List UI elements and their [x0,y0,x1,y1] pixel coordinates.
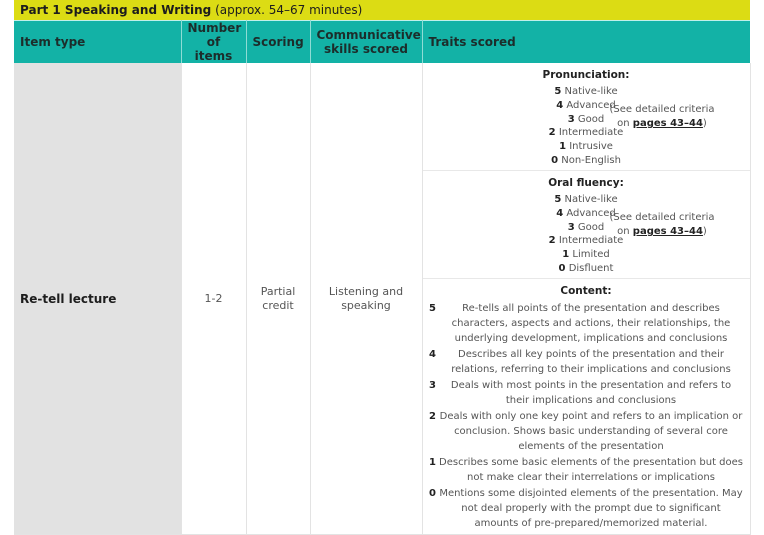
scoring-line1: Partial [260,284,296,298]
see-criteria-note: (See detailed criteria on pages 43–44) [609,104,715,129]
scoring-cell [246,63,310,535]
header-comm-line1: Communicative [316,28,421,42]
traits-cell [422,63,750,535]
section-title [14,0,750,20]
score-line: 2 Intermediate [548,235,624,247]
skills-cell [310,63,422,535]
scoring-table [14,20,751,535]
scoring-table-container [14,0,750,535]
skills-line2: speaking [341,298,391,312]
content-criterion: 2 Deals with only one key point and refers to an implication or conclusion. Shows basic understanding of several core elements of the presentation [429,411,743,452]
section-title-bold: Part 1 Speaking and Writing [20,3,212,17]
pronunciation-block [423,63,750,171]
content-title: Content: [560,285,612,297]
score-line: 3 Good [567,113,605,125]
score-line: 0 Disfluent [558,262,614,274]
pronunciation-title: Pronunciation: [542,69,630,81]
score-line: 5 Native-like [554,194,618,205]
score-line: 4 Advanced [556,207,616,219]
section-title-duration: (approx. 54–67 minutes) [215,3,363,17]
table-row [14,63,750,535]
content-criterion: 4 Describes all key points of the presentation and their relations, referring to their implications and conclusions [429,349,731,375]
oral-fluency-title: Oral fluency: [548,177,624,189]
header-communicative-skills [310,21,422,64]
score-line: 5 Native-like [554,86,618,97]
see-criteria-note: (See detailed criteria on pages 43–44) [609,212,715,237]
content-criterion: 3 Deals with most points in the presentation and refers to their implications and conclusions [429,380,732,406]
score-line: 1 Limited [562,249,610,261]
content-criterion: 1 Describes some basic elements of the presentation but does not make clear their interrelations or implications [429,457,743,483]
content-block [423,279,750,534]
oral-fluency-block [423,171,750,279]
score-line: 1 Intrusive [559,141,613,153]
header-number-line2: of items [194,35,233,63]
header-scoring: Scoring [246,21,310,64]
score-line: 3 Good [567,221,605,233]
header-traits-scored: Traits scored [422,21,750,64]
pages-link[interactable]: pages 43–44 [632,226,703,237]
content-criterion: 5 Re-tells all points of the presentation and describes characters, aspects and actions, their relationships, the underlying development, implications and conclusions [429,303,731,344]
header-number-line1: Number [187,21,242,35]
scoring-line2: credit [262,298,294,312]
score-line: 4 Advanced [556,99,616,111]
pages-link[interactable]: pages 43–44 [632,118,703,129]
score-line: 0 Non-English [551,154,621,166]
item-type-cell: Re-tell lecture [14,63,181,535]
skills-line1: Listening and [328,284,404,298]
header-number-of-items [181,21,246,64]
score-line: 2 Intermediate [548,127,624,139]
number-of-items-cell: 1-2 [181,63,246,535]
header-row [14,21,750,64]
content-criterion: 0 Mentions some disjointed elements of the presentation. May not deal properly with the prompt due to significant amounts of pre-prepared/memorized material. [429,488,743,529]
header-item-type: Item type [14,21,181,64]
header-comm-line2: skills scored [324,42,408,56]
